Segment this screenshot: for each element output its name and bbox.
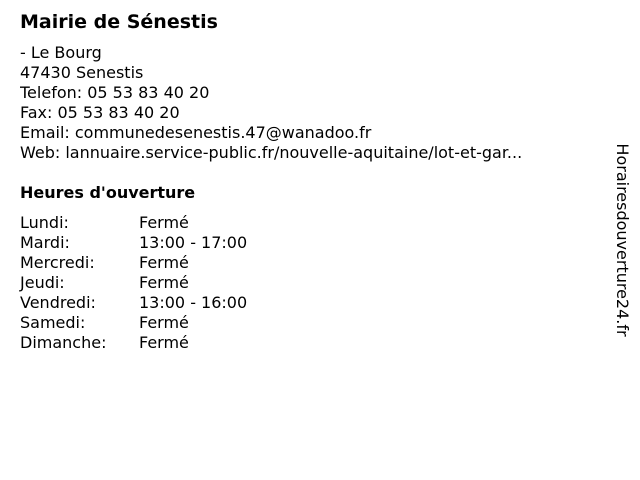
- web-label: Web:: [20, 143, 66, 162]
- day-hours: 13:00 - 17:00: [139, 233, 248, 252]
- hours-row-mercredi: [20, 253, 420, 273]
- day-hours: Fermé: [139, 313, 189, 332]
- day-label: Lundi:: [20, 213, 69, 232]
- day-hours: 13:00 - 16:00: [139, 293, 248, 312]
- hours-row-lundi: [20, 213, 420, 233]
- email-label: Email:: [20, 123, 75, 142]
- email-link[interactable]: communedesenestis.47@wanadoo.fr: [74, 123, 372, 142]
- web-row: [20, 143, 600, 163]
- day-label: Samedi:: [20, 313, 86, 332]
- opening-hours-table: [20, 213, 420, 353]
- day-label: Dimanche:: [20, 333, 107, 352]
- contact-block: [20, 43, 600, 163]
- day-label: Mercredi:: [20, 253, 95, 272]
- hours-row-mardi: [20, 233, 420, 253]
- day-hours: Fermé: [139, 273, 189, 292]
- day-hours: Fermé: [139, 333, 189, 352]
- fax-number: Fax: 05 53 83 40 20: [20, 103, 180, 122]
- address-line-city: 47430 Senestis: [20, 63, 144, 82]
- hours-row-jeudi: [20, 273, 420, 293]
- opening-hours-heading: Heures d'ouverture: [20, 183, 196, 202]
- address-line-street: - Le Bourg: [20, 43, 102, 62]
- day-hours: Fermé: [139, 213, 189, 232]
- site-watermark: Horairesdouverture24.fr: [613, 143, 632, 337]
- hours-row-dimanche: [20, 333, 420, 353]
- page-title: Mairie de Sénestis: [20, 11, 218, 33]
- day-label: Mardi:: [20, 233, 70, 252]
- day-label: Jeudi:: [20, 273, 65, 292]
- hours-row-vendredi: [20, 293, 420, 313]
- hours-row-samedi: [20, 313, 420, 333]
- phone-number: Telefon: 05 53 83 40 20: [20, 83, 210, 102]
- day-label: Vendredi:: [20, 293, 96, 312]
- email-row: [20, 123, 600, 143]
- web-link[interactable]: lannuaire.service-public.fr/nouvelle-aquitaine/lot-et-gar...: [65, 143, 523, 162]
- day-hours: Fermé: [139, 253, 189, 272]
